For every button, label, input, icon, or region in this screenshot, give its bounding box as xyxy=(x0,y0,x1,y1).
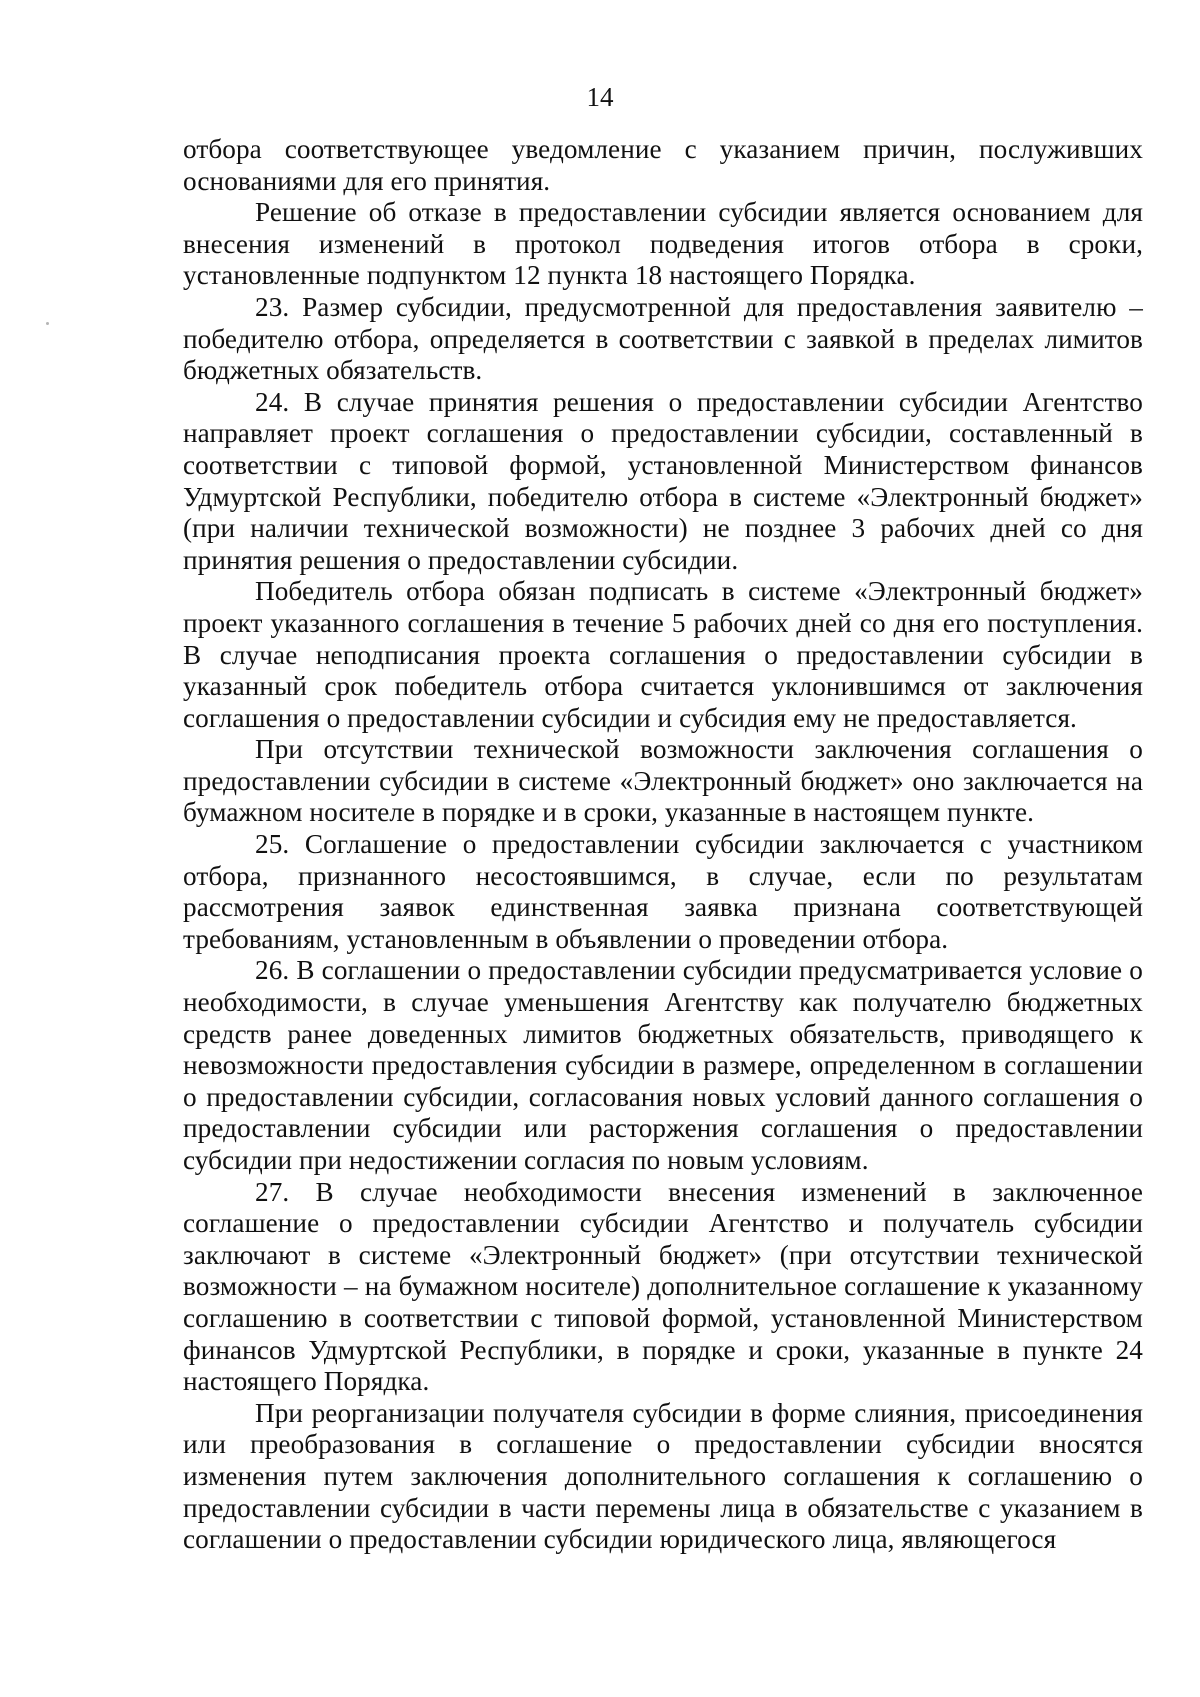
paragraph-24-agreement-draft: 24. В случае принятия решения о предоставлении субсидии Агентство направляет проект соглашения о предоставлении субсидии, составленный в соответствии с типовой формой, установленной Министерством финансов Удмуртской Республики, победителю отбора в системе «Электронный бюджет» (при наличии технической возможности) не позднее 3 рабочих дней со дня принятия решения о предоставлении субсидии. xyxy=(183,386,1143,575)
page-number: 14 xyxy=(586,82,614,112)
paragraph-25-single-participant: 25. Соглашение о предоставлении субсидии заключается с участником отбора, признанного несостоявшимся, в случае, если по результатам рассмотрения заявок единственная заявка признана соответствующей требованиям, установленным в объявлении о проведении отбора. xyxy=(183,829,1143,954)
paragraph-23-subsidy-amount: 23. Размер субсидии, предусмотренной для предоставления заявителю – победителю отбора, определяется в соответствии с заявкой в пределах лимитов бюджетных обязательств. xyxy=(183,291,1143,386)
paragraph-26-limit-reduction: 26. В соглашении о предоставлении субсидии предусматривается условие о необходимости, в случае уменьшения Агентству как получателю бюджетных средств ранее доведенных лимитов бюджетных обязательств, приводящего к невозможности предоставления субсидии в размере, определенном в соглашении о предоставлении субсидии, согласования новых условий данного соглашения о предоставлении субсидии или расторжения соглашения о предоставлении субсидии при недостижении согласия по новым условиям. xyxy=(183,955,1143,1175)
paragraph-paper-agreement: При отсутствии технической возможности заключения соглашения о предоставлении субсидии в системе «Электронный бюджет» оно заключается на бумажном носителе в порядке и в сроки, указанные в настоящем пункте. xyxy=(183,734,1143,828)
paragraph-refusal-decision: Решение об отказе в предоставлении субсидии является основанием для внесения изменений в протокол подведения итогов отбора в сроки, установленные подпунктом 12 пункта 18 настоящего Порядка. xyxy=(183,197,1143,291)
paragraph-winner-signing: Победитель отбора обязан подписать в системе «Электронный бюджет» проект указанного соглашения в течение 5 рабочих дней со дня его поступления. В случае неподписания проекта соглашения о предоставлении субсидии в указанный срок победитель отбора считается уклонившимся от заключения соглашения о предоставлении субсидии и субсидия ему не предоставляется. xyxy=(183,576,1143,733)
scan-speck xyxy=(46,322,49,325)
document-body xyxy=(183,134,1143,1556)
paragraph-continuation: отбора соответствующее уведомление с указанием причин, послуживших основаниями для его принятия. xyxy=(183,134,1143,196)
paragraph-27-agreement-changes: 27. В случае необходимости внесения изменений в заключенное соглашение о предоставлении субсидии Агентство и получатель субсидии заключают в системе «Электронный бюджет» (при отсутствии технической возможности – на бумажном носителе) дополнительное соглашение к указанному соглашению в соответствии с типовой формой, установленной Министерством финансов Удмуртской Республики, в порядке и сроки, указанные в пункте 24 настоящего Порядка. xyxy=(183,1176,1143,1397)
paragraph-reorganization: При реорганизации получателя субсидии в форме слияния, присоединения или преобразования в соглашение о предоставлении субсидии вносятся изменения путем заключения дополнительного соглашения к соглашению о предоставлении субсидии в части перемены лица в обязательстве с указанием в соглашении о предоставлении субсидии юридического лица, являющегося xyxy=(183,1397,1143,1555)
